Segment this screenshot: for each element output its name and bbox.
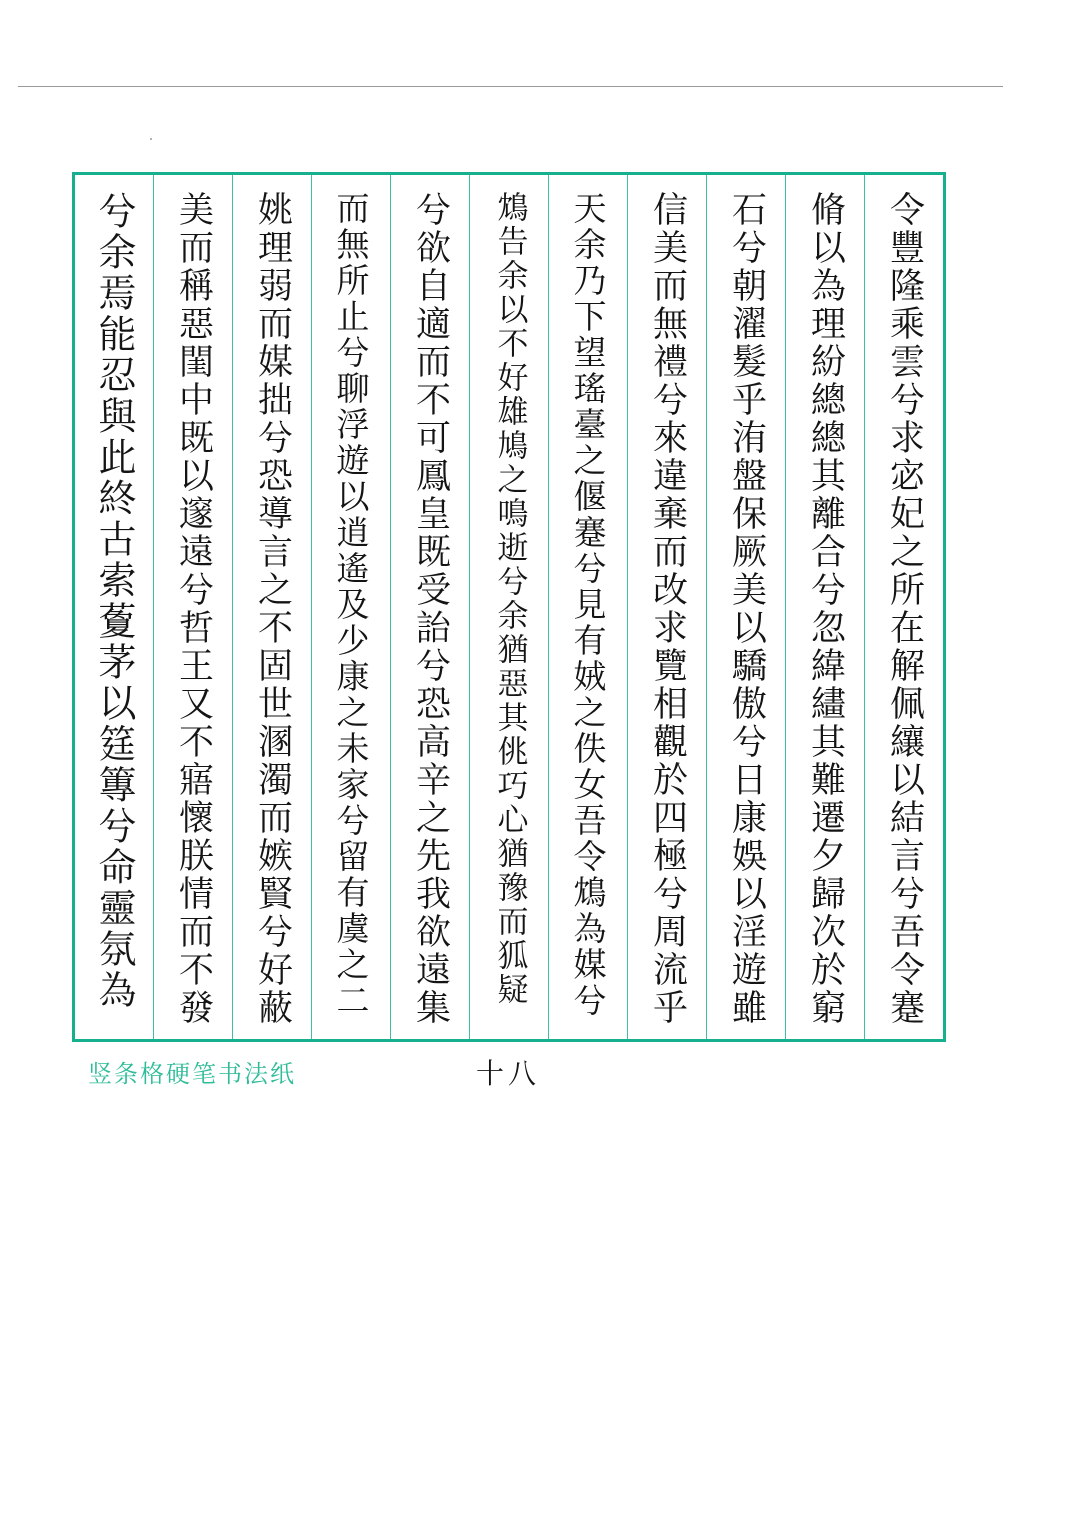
column-text: 兮欲自適而不可鳳皇既受詒兮恐高辛之先我欲遠集 <box>410 191 451 1027</box>
column-text: 天余乃下望瑤臺之偃蹇兮見有娀之佚女吾令鴆為媒兮 <box>568 191 608 1019</box>
column-text: 石兮朝濯髮乎洧盤保厥美以驕傲兮日康娛以淫遊雖 <box>726 191 767 1027</box>
grid-column <box>864 175 943 1039</box>
column-text: 美而稱惡閨中既以邃遠兮哲王又不寤懷朕情而不發 <box>173 191 214 1027</box>
grid-column <box>706 175 785 1039</box>
column-text: 令豐隆乘雲兮求宓妃之所在解佩纕以結言兮吾令蹇 <box>884 191 925 1027</box>
grid-column <box>153 175 232 1039</box>
column-text: 鴆告余以不好雄鳩之鳴逝兮余猶惡其佻巧心猶豫而狐疑 <box>491 191 528 1007</box>
column-text: 姚理弱而媒拙兮恐導言之不固世溷濁而嫉賢兮好蔽 <box>252 191 293 1027</box>
column-text: 信美而無禮兮來違棄而改求覽相觀於四極兮周流乎 <box>647 191 688 1027</box>
vertical-column-grid <box>72 172 946 1042</box>
paper-speck <box>150 138 152 140</box>
column-text: 而無所止兮聊浮遊以逍遙及少康之未家兮留有虞之二 <box>331 191 371 1019</box>
grid-column <box>75 175 153 1039</box>
column-text: 兮余焉能忍與此終古索藑茅以筳篿兮命靈氛為 <box>92 191 136 1011</box>
grid-column <box>469 175 548 1039</box>
grid-column <box>232 175 311 1039</box>
grid-column <box>548 175 627 1039</box>
grid-column <box>311 175 390 1039</box>
grid-column <box>627 175 706 1039</box>
top-rule <box>18 86 1003 87</box>
page-number: 十八 <box>476 1057 541 1090</box>
grid-column <box>785 175 864 1039</box>
column-text: 脩以為理紛總總其離合兮忽緯繣其難遷夕歸次於窮 <box>805 191 846 1027</box>
paper-type-label: 竖条格硬笔书法纸 <box>88 1060 296 1088</box>
grid-column <box>390 175 469 1039</box>
